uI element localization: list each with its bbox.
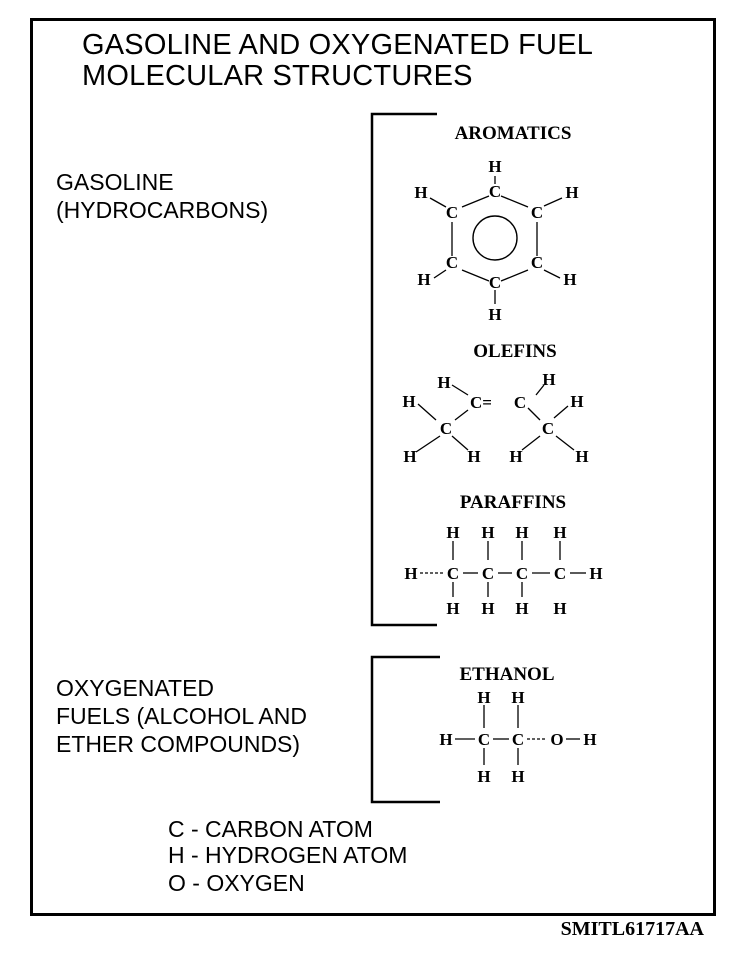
- ethanol-hydrogen-bottom-2: H: [511, 767, 525, 786]
- paraffin-hydrogen-bottom-1: H: [446, 599, 460, 618]
- olefin-carbon-double-left: C=: [470, 393, 492, 412]
- aromatic-hydrogen-upper-right: H: [565, 183, 579, 202]
- paraffin-hydrogen-top-4: H: [553, 523, 567, 542]
- olefin-hydrogen-bottom-1: H: [403, 447, 417, 466]
- aromatic-hydrogen-lower-right: H: [563, 270, 577, 289]
- figure-code: SMITL61717AA: [560, 918, 704, 940]
- olefins-label: OLEFINS: [473, 341, 557, 362]
- paraffins-label: PARAFFINS: [459, 492, 567, 513]
- olefin-hydrogen-bottom-2: H: [467, 447, 481, 466]
- ethanol-hydrogen-left-end: H: [439, 730, 453, 749]
- ethanol-hydrogen-bottom-1: H: [477, 767, 491, 786]
- aromatic-ring-circle: [473, 216, 517, 260]
- ethanol-carbon-2: C: [511, 730, 525, 749]
- paraffin-hydrogen-bottom-2: H: [481, 599, 495, 618]
- ethanol-atoms: [439, 688, 596, 786]
- olefin-hydrogen-far-left: H: [402, 392, 416, 411]
- ethanol-oxygen: O: [550, 730, 564, 749]
- aromatic-carbon-bottom: C: [488, 273, 502, 292]
- ethanol-hydrogen-hydroxyl: H: [583, 730, 597, 749]
- legend-oxygen: O - OXYGEN: [168, 870, 305, 896]
- paraffin-hydrogen-top-3: H: [515, 523, 529, 542]
- olefin-carbon-right: C: [541, 419, 555, 438]
- olefin-hydrogen-far-right: H: [570, 392, 584, 411]
- aromatics-atoms: [414, 157, 578, 324]
- atom-legend: [168, 816, 407, 896]
- title-line-2: MOLECULAR STRUCTURES: [82, 60, 473, 92]
- olefin-hydrogen-right-top: H: [542, 370, 556, 389]
- gasoline-label-line-2: (HYDROCARBONS): [56, 197, 269, 223]
- title-line-1: GASOLINE AND OXYGENATED FUEL: [82, 29, 594, 61]
- aromatic-carbon-upper-right: C: [530, 203, 544, 222]
- ethanol-hydrogen-top-1: H: [477, 688, 491, 707]
- aromatic-carbon-upper-left: C: [445, 203, 459, 222]
- aromatic-carbon-lower-left: C: [445, 253, 459, 272]
- gasoline-label-line-1: GASOLINE: [56, 169, 174, 195]
- paraffin-hydrogen-right-end: H: [589, 564, 603, 583]
- aromatic-hydrogen-lower-left: H: [417, 270, 431, 289]
- ethanol-label: ETHANOL: [459, 664, 555, 685]
- legend-carbon: C - CARBON ATOM: [168, 816, 373, 842]
- aromatic-carbon-top: C: [488, 182, 502, 201]
- ethanol-carbon-1: C: [477, 730, 491, 749]
- olefins-atoms: [402, 370, 588, 466]
- ethanol-hydrogen-top-2: H: [511, 688, 525, 707]
- aromatic-hydrogen-bottom: H: [488, 305, 502, 324]
- paraffin-hydrogen-bottom-4: H: [553, 599, 567, 618]
- aromatics-label: AROMATICS: [454, 123, 572, 144]
- oxygenated-label-line-1: OXYGENATED: [56, 675, 215, 701]
- paraffin-hydrogen-top-1: H: [446, 523, 460, 542]
- paraffins-atoms: [404, 523, 602, 618]
- oxygenated-label-line-2: FUELS (ALCOHOL AND: [56, 703, 307, 729]
- oxygenated-label-line-3: ETHER COMPOUNDS): [56, 731, 301, 757]
- olefin-hydrogen-bottom-3: H: [509, 447, 523, 466]
- paraffin-hydrogen-left-end: H: [404, 564, 418, 583]
- olefin-carbon-left: C: [439, 419, 453, 438]
- paraffin-hydrogen-bottom-3: H: [515, 599, 529, 618]
- paraffin-carbon-2: C: [481, 564, 495, 583]
- paraffin-carbon-1: C: [446, 564, 460, 583]
- oxygenated-bracket: [372, 657, 440, 802]
- legend-hydrogen: H - HYDROGEN ATOM: [168, 842, 408, 868]
- paraffin-hydrogen-top-2: H: [481, 523, 495, 542]
- olefin-carbon-double-right: C: [513, 393, 527, 412]
- paraffin-carbon-3: C: [515, 564, 529, 583]
- paraffin-carbon-4: C: [553, 564, 567, 583]
- aromatic-hydrogen-top: H: [488, 157, 502, 176]
- aromatic-hydrogen-upper-left: H: [414, 183, 428, 202]
- olefin-hydrogen-left-top: H: [437, 373, 451, 392]
- aromatic-carbon-lower-right: C: [530, 253, 544, 272]
- olefin-hydrogen-bottom-4: H: [575, 447, 589, 466]
